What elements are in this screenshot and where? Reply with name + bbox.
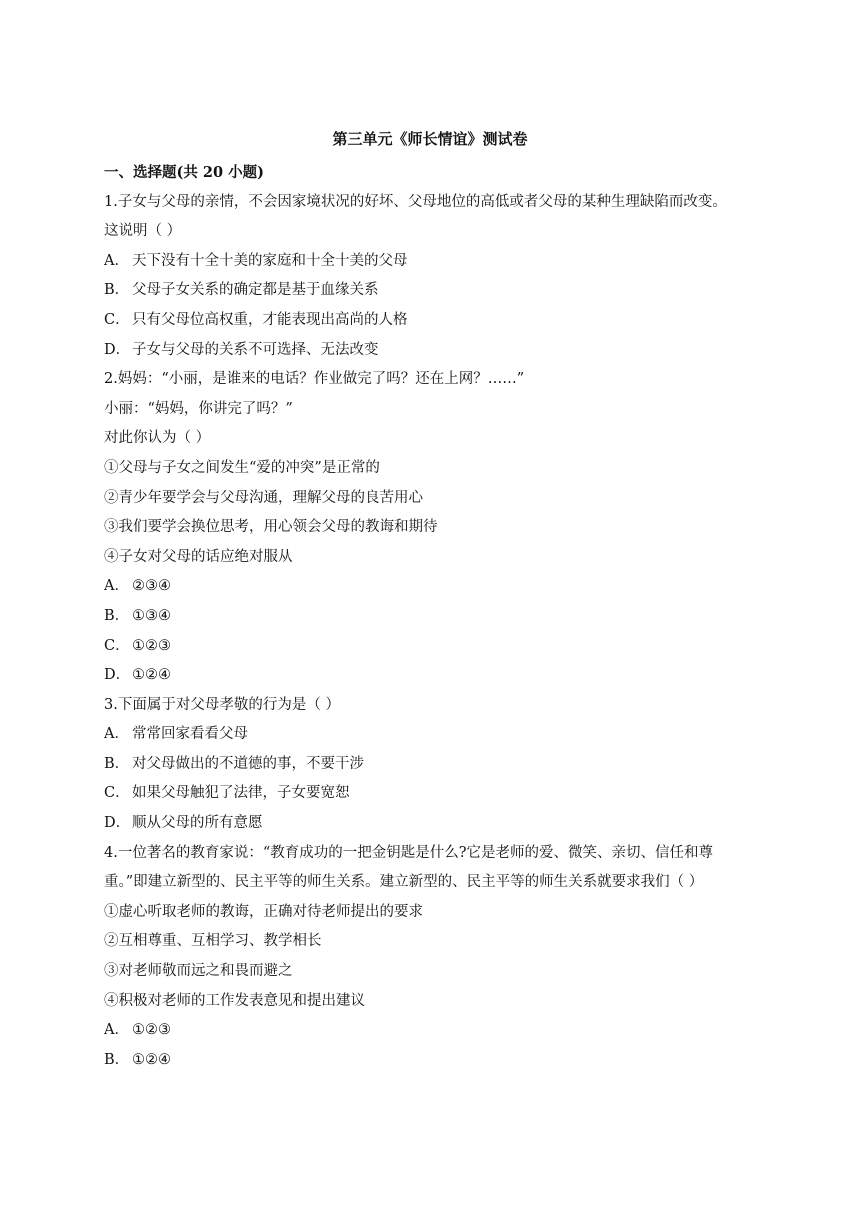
option-letter: B．	[104, 607, 130, 624]
question-stem-line: 4.一位著名的教育家说：“教育成功的一把金钥匙是什么?它是老师的爱、微笑、亲切、信任和尊	[104, 844, 714, 861]
option-letter: B．	[104, 282, 130, 299]
option-letter: C．	[104, 637, 130, 654]
option-text: 顺从父母的所有意愿	[132, 815, 263, 832]
option-letter: D．	[104, 341, 131, 358]
statement-item: ②青少年要学会与父母沟通，理解父母的良苦用心	[104, 489, 423, 506]
answer-option-a[interactable]	[104, 1016, 764, 1046]
option-text: 子女与父母的关系不可选择、无法改变	[132, 341, 379, 358]
answer-option-c[interactable]	[104, 779, 764, 809]
question-3	[104, 691, 764, 839]
answer-option-a[interactable]	[104, 572, 764, 602]
answer-option-d[interactable]	[104, 661, 764, 691]
option-letter: B．	[104, 755, 130, 772]
answer-option-b[interactable]	[104, 750, 764, 780]
statement-item: ③我们要学会换位思考，用心领会父母的教诲和期待	[104, 519, 438, 536]
statement-item: ①父母与子女之间发生“爱的冲突”是正常的	[104, 459, 380, 476]
option-text: 只有父母位高权重，才能表现出高尚的人格	[132, 311, 408, 328]
answer-option-b[interactable]	[104, 1046, 764, 1076]
option-letter: D．	[104, 815, 131, 832]
page-title: 第三单元《师长情谊》测试卷	[332, 130, 528, 148]
question-4	[104, 839, 764, 1076]
option-letter: A．	[104, 252, 129, 269]
option-letter: A．	[104, 1022, 129, 1039]
question-2	[104, 365, 764, 691]
question-list	[104, 158, 764, 1075]
option-letter: A．	[104, 726, 129, 743]
option-text: ①③④	[132, 607, 171, 624]
option-letter: C．	[104, 311, 130, 328]
answer-option-c[interactable]	[104, 306, 764, 336]
option-letter: B．	[104, 1051, 130, 1068]
question-stem-line: 重。”即建立新型的、民主平等的师生关系。建立新型的、民主平等的师生关系就要求我们（ ）	[104, 874, 704, 891]
answer-option-d[interactable]	[104, 809, 764, 839]
answer-option-b[interactable]	[104, 602, 764, 632]
answer-option-c[interactable]	[104, 632, 764, 662]
statement-item: ③对老师敬而远之和畏而避之	[104, 963, 293, 980]
question-stem-line: 这说明（ ）	[104, 223, 182, 240]
question-stem-line: 小丽：“妈妈，你讲完了吗？”	[104, 400, 293, 417]
question-stem-line: 对此你认为（ ）	[104, 430, 211, 447]
option-text: ①②④	[132, 1051, 171, 1068]
question-stem-line: 2.妈妈：“小丽，是谁来的电话？作业做完了吗？还在上网？……”	[104, 371, 525, 388]
statement-item: ④积极对老师的工作发表意见和提出建议	[104, 992, 365, 1009]
option-text: 常常回家看看父母	[132, 726, 248, 743]
option-letter: C．	[104, 785, 130, 802]
option-text: ①②③	[132, 1022, 171, 1039]
option-letter: A．	[104, 578, 129, 595]
answer-option-b[interactable]	[104, 276, 764, 306]
option-text: 天下没有十全十美的家庭和十全十美的父母	[132, 252, 408, 269]
question-stem-line: 3.下面属于对父母孝敬的行为是（ ）	[104, 696, 340, 713]
answer-option-a[interactable]	[104, 247, 764, 277]
option-text: ①②④	[132, 667, 171, 684]
section-title: 一、选择题(共 20 小题)	[104, 164, 264, 181]
option-text: 对父母做出的不道德的事，不要干涉	[132, 755, 364, 772]
statement-item: ②互相尊重、互相学习、教学相长	[104, 933, 322, 950]
statement-item: ①虚心听取老师的教诲，正确对待老师提出的要求	[104, 903, 423, 920]
question-stem-line: 1.子女与父母的亲情，不会因家境状况的好坏、父母地位的高低或者父母的某种生理缺陷而改变。	[104, 193, 727, 210]
question-1	[104, 188, 764, 366]
option-text: 父母子女关系的确定都是基于血缘关系	[132, 282, 379, 299]
option-text: ①②③	[132, 637, 171, 654]
option-letter: D．	[104, 667, 131, 684]
statement-item: ④子女对父母的话应绝对服从	[104, 548, 293, 565]
option-text: ②③④	[132, 578, 171, 595]
option-text: 如果父母触犯了法律，子女要宽恕	[132, 785, 350, 802]
answer-option-a[interactable]	[104, 720, 764, 750]
answer-option-d[interactable]	[104, 336, 764, 366]
